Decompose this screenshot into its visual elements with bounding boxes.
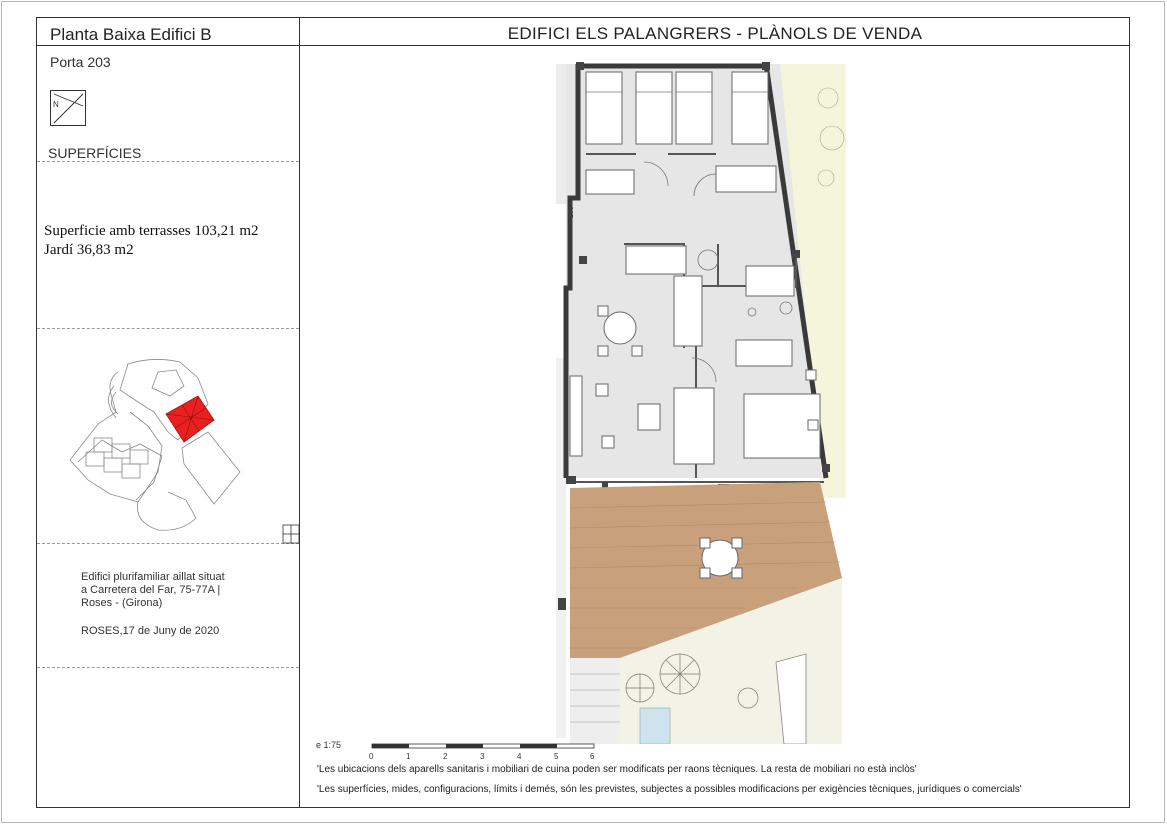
section-divider [37, 161, 299, 162]
north-label: N [53, 100, 59, 109]
key-plan [58, 352, 248, 536]
area-total: Superficie amb terrasses 103,21 m2 [44, 223, 259, 239]
surfaces-heading: SUPERFÍCIES [48, 145, 142, 161]
dining-table [604, 312, 636, 344]
address-line: Roses - (Girona) [81, 597, 163, 609]
floor-plan [556, 58, 846, 744]
north-arrow-icon [50, 90, 86, 126]
sheet-title: Planta Baixa Edifici B [50, 25, 212, 44]
steps [570, 658, 620, 744]
section-divider [37, 543, 299, 544]
address-line: a Carretera del Far, 75-77A | [81, 584, 221, 596]
door-label: 203 [568, 206, 575, 218]
column-divider [299, 17, 300, 808]
grid-mark-icon [282, 524, 300, 544]
pool-edge [640, 708, 670, 744]
header-divider [36, 45, 1130, 46]
scale-tick: 3 [480, 752, 485, 761]
disclaimer-note: 'Les ubicacions dels aparells sanitaris i mobiliari de cuina poden ser modificats per raons tècniques. La resta de mobiliari no està inclòs' [317, 764, 917, 775]
section-divider [37, 328, 299, 329]
scale-tick: 1 [406, 752, 411, 761]
scale-bar [368, 740, 600, 764]
area-garden: Jardí 36,83 m2 [44, 242, 134, 258]
scale-tick: 4 [517, 752, 522, 761]
date-line: ROSES,17 de Juny de 2020 [81, 625, 220, 637]
scale-tick: 6 [590, 752, 595, 761]
section-divider [37, 667, 299, 668]
address-line: Edifici plurifamiliar aillat situat [81, 571, 225, 583]
scale-tick: 2 [443, 752, 448, 761]
project-title: EDIFICI ELS PALANGRERS - PLÀNOLS DE VENDA [507, 24, 923, 43]
scale-tick: 5 [554, 752, 559, 761]
scale-tick: 0 [369, 752, 374, 761]
disclaimer-note: 'Les superfícies, mides, configuracions, límits i demés, són les previstes, subjectes a possibles modificacions per exigències tècniques, jurídiques o comercials' [317, 784, 1022, 795]
scale-label: e 1:75 [316, 740, 342, 750]
unit-label: Porta 203 [50, 54, 111, 70]
